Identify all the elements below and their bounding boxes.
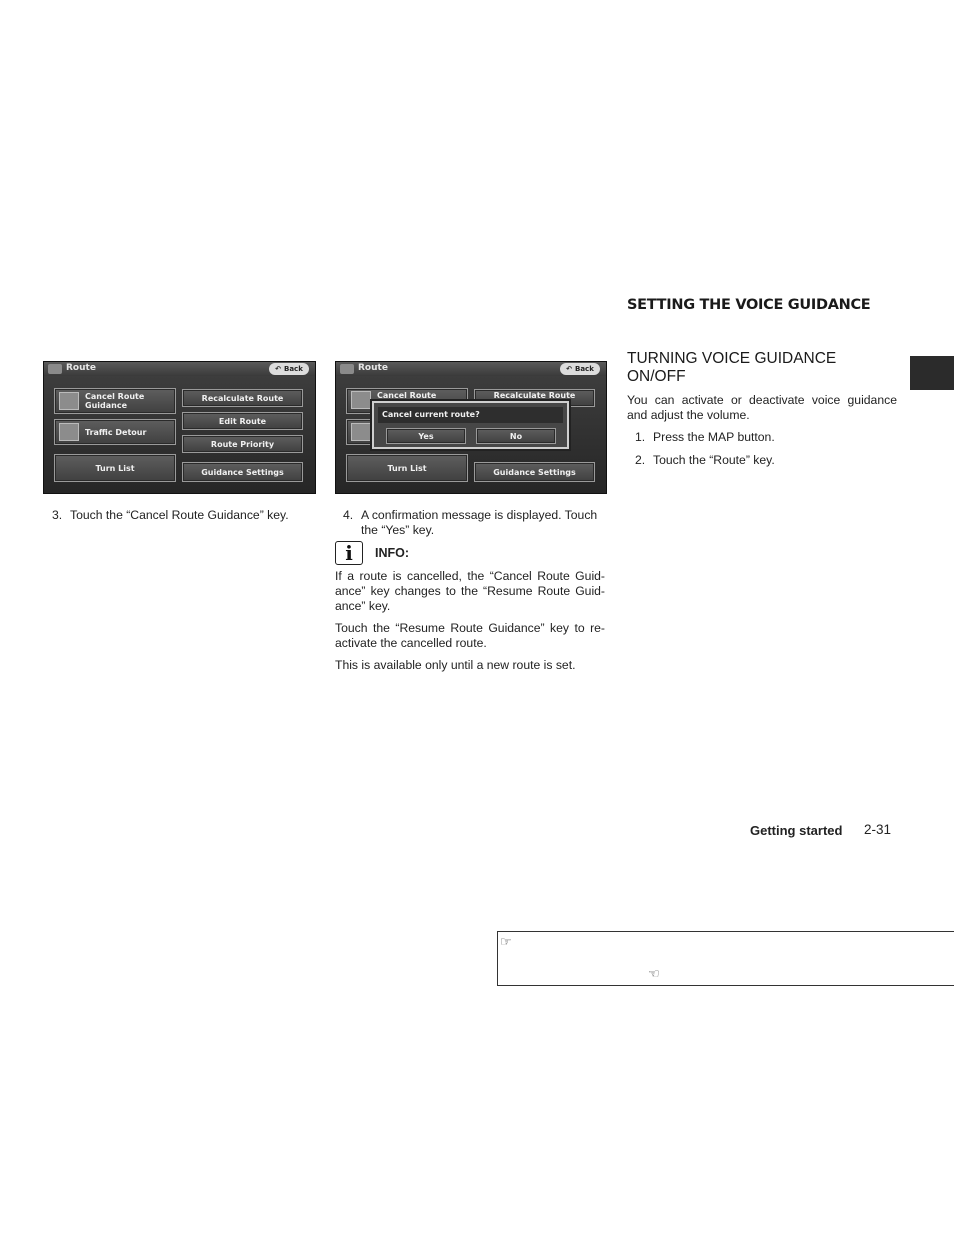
section-heading: SETTING THE VOICE GUIDANCE — [627, 297, 871, 313]
route-priority-button: Route Priority — [182, 435, 303, 453]
dialog-no-button: No — [476, 428, 556, 444]
info-paragraph-2: Touch the “Resume Route Guidance” key to re-activate the cancelled route. — [335, 621, 605, 650]
back-arrow-icon: ↶ — [566, 365, 572, 373]
traffic-detour-icon — [351, 423, 371, 441]
guidance-settings-button: Guidance Settings — [474, 462, 595, 482]
pointing-hand-icon: ☞ — [500, 934, 512, 949]
confirmation-dialog — [372, 401, 569, 449]
route-menu-screenshot — [43, 361, 316, 494]
page-number: 2-31 — [864, 822, 892, 837]
traffic-detour-button: Traffic Detour — [54, 419, 176, 445]
edit-route-button: Edit Route — [182, 412, 303, 430]
screen-content — [336, 376, 606, 493]
route-flag-icon — [59, 392, 79, 410]
step-number: 2. — [635, 453, 646, 467]
step-number: 3. — [52, 508, 63, 522]
step-number: 1. — [635, 430, 646, 444]
intro-paragraph: You can activate or deactivate voice guidance and adjust the volume. — [627, 393, 897, 422]
screen-title-bar — [336, 362, 606, 376]
screen-title-bar — [44, 362, 315, 376]
step-3 — [52, 508, 316, 523]
screen-content — [44, 376, 315, 493]
recalculate-route-button: Recalculate Route — [474, 389, 595, 407]
footer-section-title: Getting started — [750, 823, 843, 838]
step-text: Touch the “Route” key. — [653, 453, 775, 467]
recalculate-route-button: Recalculate Route — [182, 389, 303, 407]
info-paragraph-3: This is available only until a new route is set. — [335, 658, 576, 672]
step-1 — [635, 430, 897, 445]
step-2 — [635, 453, 897, 468]
sub-heading: TURNING VOICE GUIDANCE ON/OFF — [627, 350, 837, 385]
info-icon: i — [335, 541, 363, 565]
route-flag-icon — [351, 391, 371, 409]
step-4 — [343, 508, 607, 538]
route-icon — [340, 364, 354, 374]
dialog-message: Cancel current route? — [378, 407, 563, 423]
turn-list-button: Turn List — [54, 454, 176, 482]
screen-title: Route — [66, 363, 96, 373]
step-text: A confirmation message is displayed. Touch the “Yes” key. — [361, 508, 598, 537]
step-text: Touch the “Cancel Route Guidance” key. — [70, 508, 289, 522]
screen-title: Route — [358, 363, 388, 373]
back-arrow-icon: ↶ — [275, 365, 281, 373]
step-number: 4. — [343, 508, 354, 522]
pointing-hand-icon: ☜ — [648, 966, 660, 981]
traffic-detour-icon — [59, 423, 79, 441]
note-box — [497, 931, 954, 986]
chapter-tab — [910, 356, 954, 390]
route-icon — [48, 364, 62, 374]
info-paragraph-1: If a route is cancelled, the “Cancel Route Guid-ance” key changes to the “Resume Route Guid-ance” key. — [335, 569, 605, 613]
cancel-confirmation-screenshot — [335, 361, 607, 494]
turn-list-button: Turn List — [346, 454, 468, 482]
dialog-yes-button: Yes — [386, 428, 466, 444]
info-label: INFO: — [375, 546, 410, 560]
guidance-settings-button: Guidance Settings — [182, 462, 303, 482]
cancel-route-button: Cancel Route — [346, 388, 468, 414]
back-button: ↶ Back — [269, 363, 309, 375]
step-text: Press the MAP button. — [653, 430, 775, 444]
back-button: ↶ Back — [560, 363, 600, 375]
cancel-route-guidance-button: Cancel Route Guidance — [54, 388, 176, 414]
